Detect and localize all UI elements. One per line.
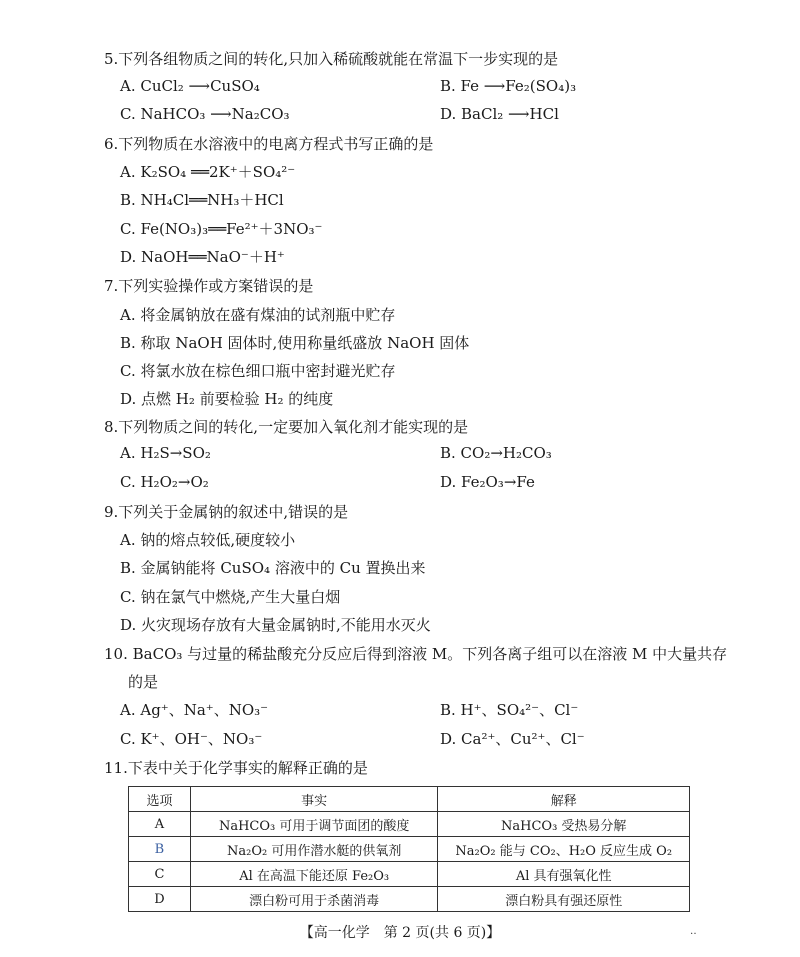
page-footer: 【高一化学 第 2 页(共 6 页)】 bbox=[299, 925, 501, 941]
question-8-option-c: C. H₂O₂→O₂ bbox=[120, 473, 209, 491]
table-row bbox=[129, 887, 690, 912]
question-10-option-a: A. Ag⁺、Na⁺、NO₃⁻ bbox=[120, 701, 269, 719]
question-5-title: 5.下列各组物质之间的转化,只加入稀硫酸就能在常温下一步实现的是 bbox=[104, 50, 559, 68]
question-10-option-d: D. Ca²⁺、Cu²⁺、Cl⁻ bbox=[440, 730, 585, 748]
question-5-option-b: B. Fe ⟶Fe₂(SO₄)₃ bbox=[440, 77, 577, 95]
question-7-option-b: B. 称取 NaOH 固体时,使用称量纸盛放 NaOH 固体 bbox=[120, 334, 470, 352]
question-11-title: 11.下表中关于化学事实的解释正确的是 bbox=[104, 759, 368, 777]
question-9-option-c: C. 钠在氯气中燃烧,产生大量白烟 bbox=[120, 588, 341, 606]
question-7-option-c: C. 将氯水放在棕色细口瓶中密封避光贮存 bbox=[120, 362, 396, 380]
header-option: 选项 bbox=[129, 787, 191, 812]
question-7-option-a: A. 将金属钠放在盛有煤油的试剂瓶中贮存 bbox=[120, 306, 396, 324]
question-10-title-continuation: 的是 bbox=[128, 673, 159, 691]
row-explanation: Al 具有强氧化性 bbox=[438, 862, 690, 887]
question-6-option-c: C. Fe(NO₃)₃══Fe²⁺＋3NO₃⁻ bbox=[120, 220, 323, 238]
row-option: D bbox=[129, 887, 191, 912]
table-row bbox=[129, 862, 690, 887]
question-8-option-a: A. H₂S→SO₂ bbox=[120, 444, 211, 462]
row-fact: Na₂O₂ 可用作潜水艇的供氧剂 bbox=[190, 837, 438, 862]
question-5-option-a: A. CuCl₂ ⟶CuSO₄ bbox=[120, 77, 260, 95]
row-explanation: 漂白粉具有强还原性 bbox=[438, 887, 690, 912]
table-header-row bbox=[129, 787, 690, 812]
question-9-option-a: A. 钠的熔点较低,硬度较小 bbox=[120, 531, 296, 549]
question-6-option-d: D. NaOH══NaO⁻＋H⁺ bbox=[120, 248, 285, 266]
question-6-option-a: A. K₂SO₄ ══2K⁺＋SO₄²⁻ bbox=[120, 163, 296, 181]
row-option: A bbox=[129, 812, 191, 837]
row-fact: 漂白粉可用于杀菌消毒 bbox=[190, 887, 438, 912]
question-8-title: 8.下列物质之间的转化,一定要加入氧化剂才能实现的是 bbox=[104, 418, 469, 436]
facts-table bbox=[128, 786, 690, 912]
question-7-option-d: D. 点燃 H₂ 前要检验 H₂ 的纯度 bbox=[120, 390, 334, 408]
header-fact: 事实 bbox=[190, 787, 438, 812]
question-6-title: 6.下列物质在水溶液中的电离方程式书写正确的是 bbox=[104, 135, 434, 153]
question-7-title: 7.下列实验操作或方案错误的是 bbox=[104, 277, 314, 295]
row-explanation: NaHCO₃ 受热易分解 bbox=[438, 812, 690, 837]
question-6-option-b: B. NH₄Cl══NH₃＋HCl bbox=[120, 191, 284, 209]
question-10-option-b: B. H⁺、SO₄²⁻、Cl⁻ bbox=[440, 701, 579, 719]
question-9-option-d: D. 火灾现场存放有大量金属钠时,不能用水灭火 bbox=[120, 616, 431, 634]
row-explanation: Na₂O₂ 能与 CO₂、H₂O 反应生成 O₂ bbox=[438, 837, 690, 862]
row-fact: NaHCO₃ 可用于调节面团的酸度 bbox=[190, 812, 438, 837]
row-option: B bbox=[129, 837, 191, 862]
question-9-option-b: B. 金属钠能将 CuSO₄ 溶液中的 Cu 置换出来 bbox=[120, 559, 426, 577]
question-9-title: 9.下列关于金属钠的叙述中,错误的是 bbox=[104, 503, 349, 521]
question-8-option-b: B. CO₂→H₂CO₃ bbox=[440, 444, 552, 462]
question-10-option-c: C. K⁺、OH⁻、NO₃⁻ bbox=[120, 730, 263, 748]
question-8-option-d: D. Fe₂O₃→Fe bbox=[440, 473, 535, 491]
question-5-option-d: D. BaCl₂ ⟶HCl bbox=[440, 105, 559, 123]
row-fact: Al 在高温下能还原 Fe₂O₃ bbox=[190, 862, 438, 887]
table-row bbox=[129, 812, 690, 837]
question-10-title: 10. BaCO₃ 与过量的稀盐酸充分反应后得到溶液 M。下列各离子组可以在溶液 M 中大量共存 bbox=[104, 645, 728, 663]
header-explanation: 解释 bbox=[438, 787, 690, 812]
question-5-option-c: C. NaHCO₃ ⟶Na₂CO₃ bbox=[120, 105, 290, 123]
scan-mark: ‥ bbox=[690, 926, 697, 937]
table-row bbox=[129, 837, 690, 862]
row-option: C bbox=[129, 862, 191, 887]
